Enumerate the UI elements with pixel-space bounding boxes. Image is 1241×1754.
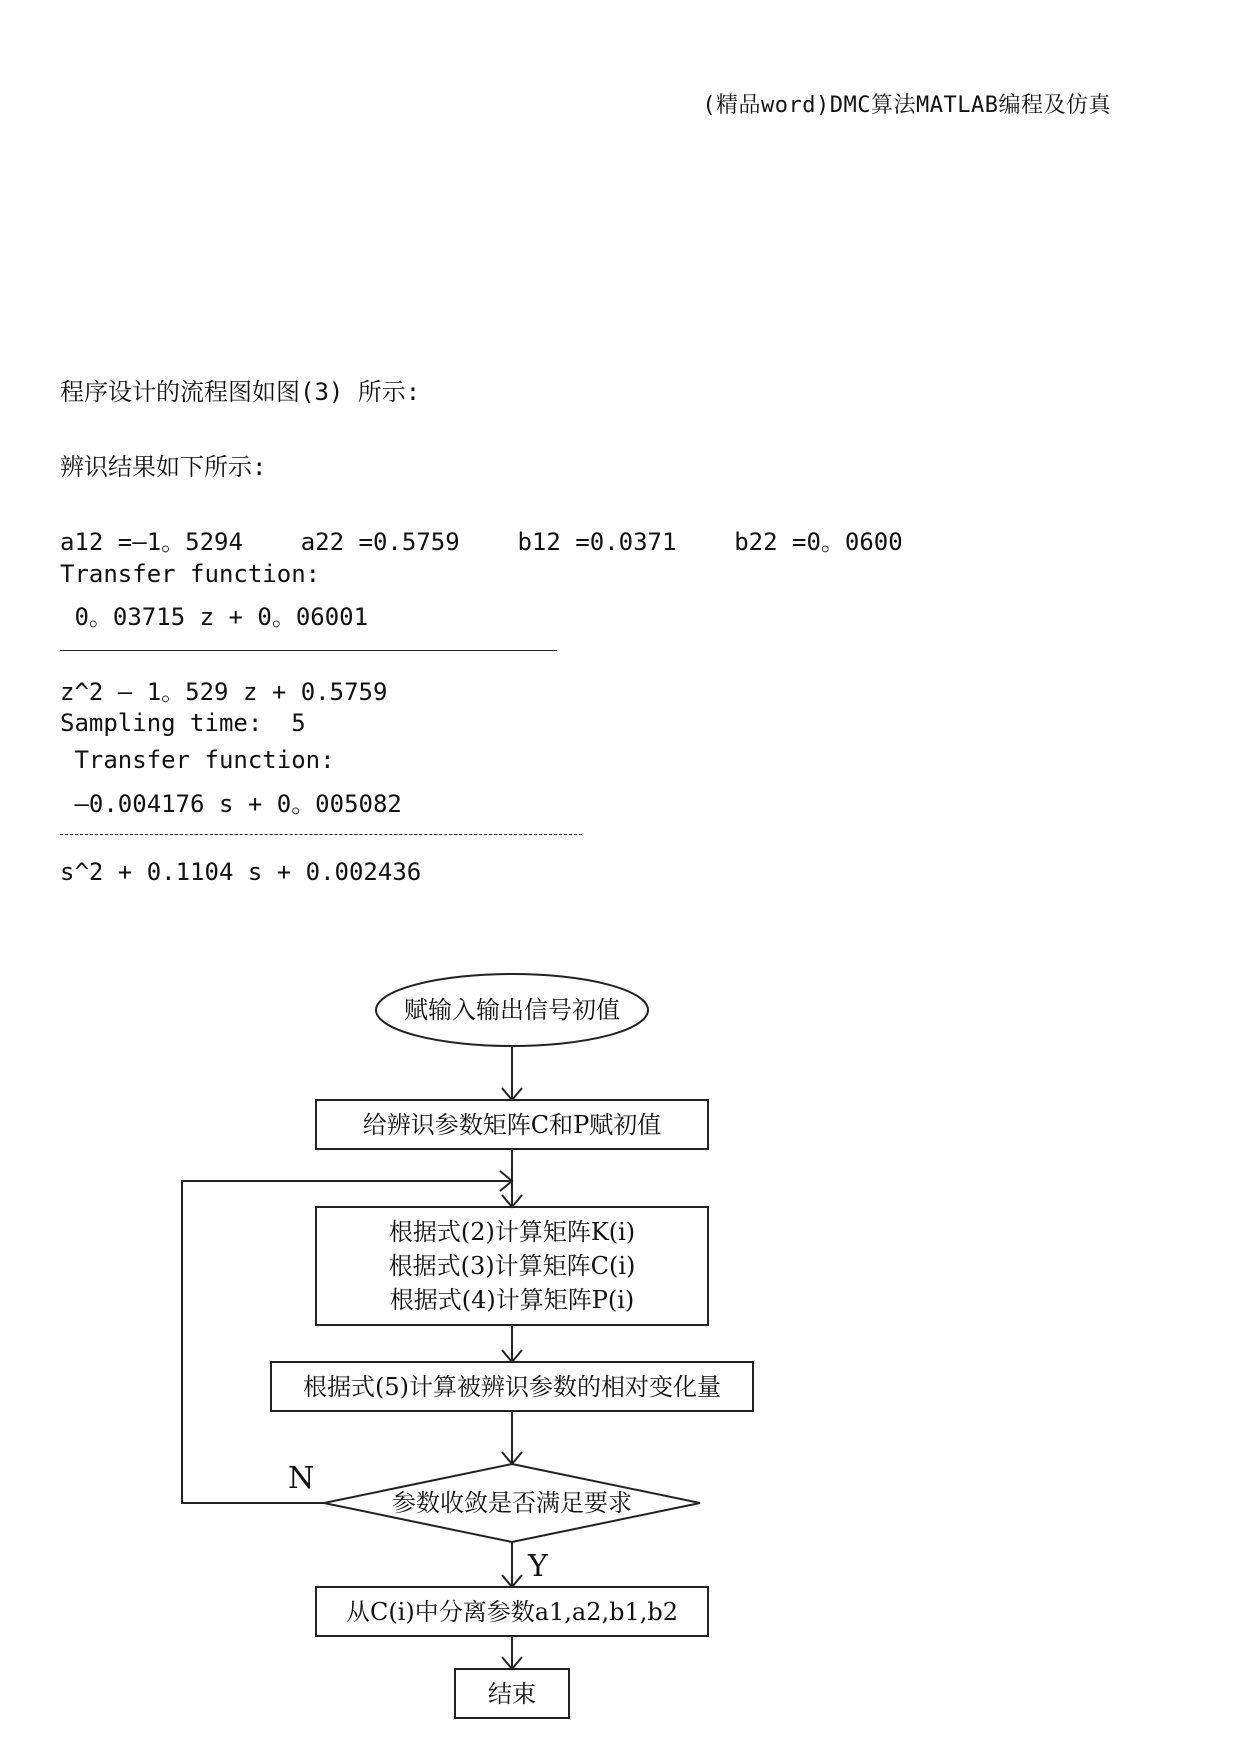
yes-label: Y [528, 1549, 548, 1584]
flow-intro-text: 程序设计的流程图如图(3) 所示: [60, 378, 421, 406]
page-header: (精品word)DMC算法MATLAB编程及仿真 [702, 93, 1111, 118]
decision-label: 参数收敛是否满足要求 [392, 1489, 632, 1517]
result-intro-text: 辨识结果如下所示: [60, 453, 267, 481]
init-label: 给辨识参数矩阵C和P赋初值 [362, 1111, 662, 1139]
compute-p-label: 根据式(4)计算矩阵P(i) [389, 1286, 635, 1314]
relative-change-label: 根据式(5)计算被辨识参数的相对变化量 [303, 1373, 721, 1401]
compute-k-label: 根据式(2)计算矩阵K(i) [388, 1218, 636, 1246]
separate-label: 从C(i)中分离参数a1,a2,b1,b2 [345, 1598, 679, 1626]
tf1-numerator: 0。03715 z + 0。06001 [60, 603, 369, 631]
tf2-numerator: —0.004176 s + 0。005082 [60, 790, 402, 818]
sampling-time: Sampling time: 5 [60, 709, 306, 737]
tf1-title: Transfer function: [60, 560, 321, 588]
end-label: 结束 [488, 1680, 536, 1708]
tf2-title: Transfer function: [60, 746, 335, 774]
compute-c-label: 根据式(3)计算矩阵C(i) [388, 1252, 636, 1280]
tf2-denominator: s^2 + 0.1104 s + 0.002436 [60, 858, 422, 886]
tf1-denominator: z^2 — 1。529 z + 0.5759 [60, 678, 388, 706]
start-label: 赋输入输出信号初值 [404, 996, 620, 1024]
no-label: N [288, 1461, 315, 1496]
params-line: a12 =—1。5294 a22 =0.5759 b12 =0.0371 b22 =0。0600 [60, 528, 903, 556]
